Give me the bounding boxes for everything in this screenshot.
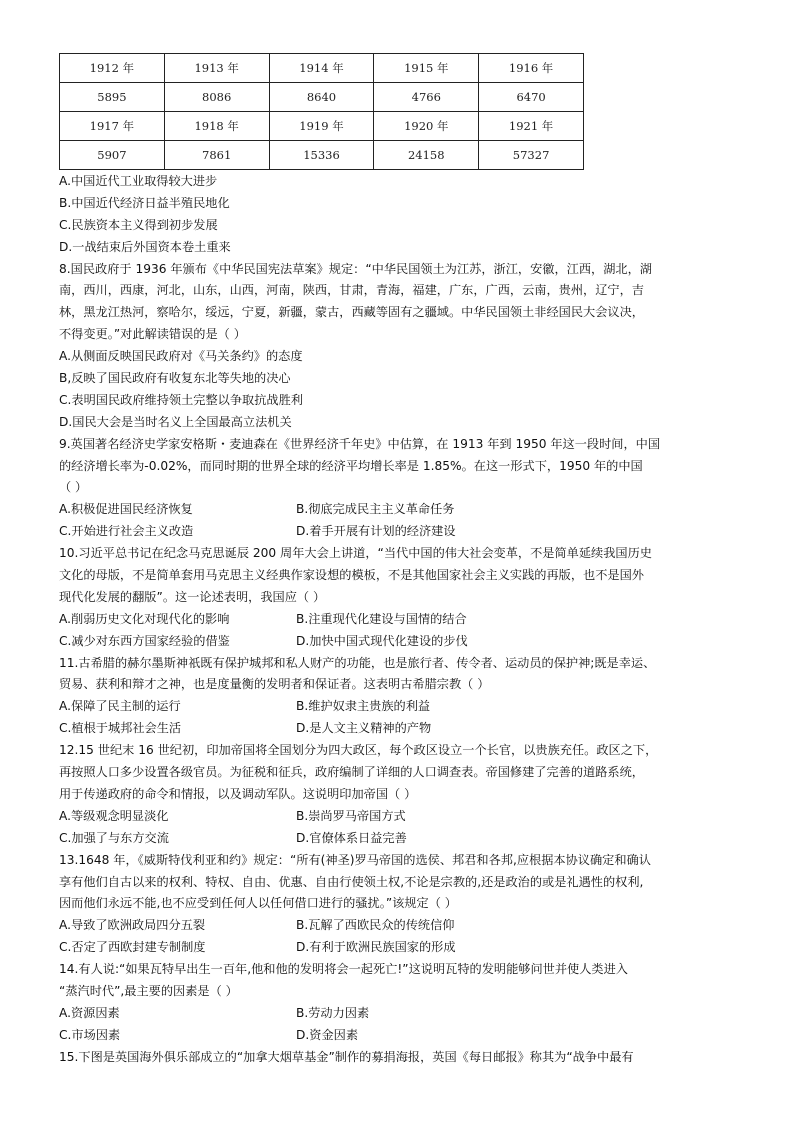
q14-option-d[interactable]: D.资金因素 (296, 1027, 359, 1042)
q12-option-row (59, 806, 739, 828)
table-cell: 1919 年 (269, 112, 374, 141)
q13-option-c[interactable]: C.否定了西欧封建专制制度 (59, 940, 206, 955)
q13-stem-line: 因而他们永远不能,也不应受到任何人以任何借口进行的骚扰。”该规定（ ） (59, 896, 457, 911)
table-cell: 1916 年 (479, 54, 584, 83)
q11-option-row (59, 696, 739, 718)
q8-option-d[interactable]: D.国民大会是当时名义上全国最高立法机关 (59, 414, 292, 429)
q12-stem-line: 12.15 世纪末 16 世纪初，印加帝国将全国划分为四大政区，每个政区设立一个长官，以贵族充任。政区之下， (59, 743, 658, 758)
q13-option-row (59, 937, 739, 959)
q11-option-b[interactable]: B.维护奴隶主贵族的利益 (296, 699, 431, 714)
q9-option-d[interactable]: D.着手开展有计划的经济建设 (296, 524, 456, 539)
q7-option-c[interactable]: C.民族资本主义得到初步发展 (59, 217, 218, 232)
q14-option-a[interactable]: A.资源因素 (59, 1005, 120, 1020)
q14-stem-line: “蒸汽时代”,最主要的因素是（ ） (59, 983, 238, 998)
q12-option-row (59, 828, 739, 850)
q8-stem-line: 不得变更。”对此解读错误的是（ ） (59, 327, 246, 342)
q14-option-c[interactable]: C.市场因素 (59, 1027, 121, 1042)
table-cell: 8086 (164, 83, 269, 112)
table-cell: 57327 (479, 141, 584, 170)
q13-stem-line: 13.1648 年，《威斯特伐利亚和约》规定：“所有(神圣)罗马帝国的选侯、邦君和各邦,应根据本协议确定和确认 (59, 852, 651, 867)
table-cell: 1913 年 (164, 54, 269, 83)
q12-stem-line: 再按照人口多少设置各级官员。为征税和征兵，政府编制了详细的人口调查表。帝国修建了完善的道路系统， (59, 765, 644, 780)
q10-option-c[interactable]: C.减少对东西方国家经验的借鉴 (59, 633, 230, 648)
table-cell: 5907 (60, 141, 165, 170)
q10-option-row (59, 631, 739, 653)
q11-stem-line: 11.古希腊的赫尔墨斯神祇既有保护城邦和私人财产的功能，也是旅行者、传令者、运动员的保护神;既是幸运、 (59, 655, 656, 670)
table-row (60, 141, 584, 170)
q12-option-b[interactable]: B.崇尚罗马帝国方式 (296, 808, 406, 823)
table-cell: 6470 (479, 83, 584, 112)
table-cell: 1912 年 (60, 54, 165, 83)
q9-option-a[interactable]: A.积极促进国民经济恢复 (59, 502, 193, 517)
table-cell: 8640 (269, 83, 374, 112)
q11-option-a[interactable]: A.保障了民主制的运行 (59, 699, 181, 714)
q11-stem-line: 贸易、获利和辩才之神，也是度量衡的发明者和保证者。这表明古希腊宗教（ ） (59, 677, 490, 692)
q7-option-b[interactable]: B.中国近代经济日益半殖民地化 (59, 195, 230, 210)
q7-option-d[interactable]: D.一战结束后外国资本卷土重来 (59, 239, 231, 254)
q15-stem-line: 15.下图是英国海外俱乐部成立的“加拿大烟草基金”制作的募捐海报，英国《每日邮报》称其为“战争中最有 (59, 1049, 634, 1064)
q14-option-row (59, 1025, 739, 1047)
q8-stem-line: 南，西川，西康，河北，山东，山西，河南，陕西，甘肃，青海，福建，广东，广西，云南，贵州，辽宁，吉 (59, 283, 644, 298)
q11-option-row (59, 718, 739, 740)
q11-option-c[interactable]: C.植根于城邦社会生活 (59, 721, 182, 736)
q13-stem-line: 享有他们自古以来的权利、特权、自由、优惠、自由行使领土权,不论是宗教的,还是政治的或是礼遇性的权利, (59, 874, 644, 889)
q8-option-b[interactable]: B,反映了国民政府有收复东北等失地的决心 (59, 371, 291, 386)
table-cell: 1921 年 (479, 112, 584, 141)
question-content (59, 171, 739, 1069)
q9-stem-line: （ ） (59, 480, 88, 495)
table-cell: 15336 (269, 141, 374, 170)
table-cell: 1914 年 (269, 54, 374, 83)
table-cell: 1915 年 (374, 54, 479, 83)
q14-option-row (59, 1003, 739, 1025)
q10-option-d[interactable]: D.加快中国式现代化建设的步伐 (296, 633, 468, 648)
q7-option-a[interactable]: A.中国近代工业取得较大进步 (59, 174, 218, 188)
q11-option-d[interactable]: D.是人文主义精神的产物 (296, 721, 432, 736)
q9-option-row (59, 521, 739, 543)
q8-option-c[interactable]: C.表明国民政府维持领土完整以争取抗战胜利 (59, 392, 303, 407)
table-cell: 4766 (374, 83, 479, 112)
q9-option-row (59, 499, 739, 521)
q9-option-c[interactable]: C.开始进行社会主义改造 (59, 524, 194, 539)
q14-option-b[interactable]: B.劳动力因素 (296, 1005, 370, 1020)
q12-option-c[interactable]: C.加强了与东方交流 (59, 830, 169, 845)
q14-stem-line: 14.有人说:“如果瓦特早出生一百年,他和他的发明将会一起死亡!”这说明瓦特的发明能够问世并使人类进入 (59, 962, 628, 977)
q12-stem-line: 用于传递政府的命令和情报，以及调动军队。这说明印加帝国（ ） (59, 786, 417, 801)
q13-option-a[interactable]: A.导致了欧洲政局四分五裂 (59, 918, 206, 933)
q9-option-b[interactable]: B.彻底完成民主主义革命任务 (296, 502, 455, 517)
q9-stem-line: 9.英国著名经济史学家安格斯・麦迪森在《世界经济千年史》中估算，在 1913 年到 1950 年这一段时间，中国 (59, 436, 661, 451)
q10-stem-line: 10.习近平总书记在纪念马克思诞辰 200 周年大会上讲道，“当代中国的伟大社会变革，不是简单延续我国历史 (59, 546, 652, 561)
q10-stem-line: 文化的母版，不是简单套用马克思主义经典作家设想的模板，不是其他国家社会主义实践的再版，也不是国外 (59, 568, 644, 583)
table-cell: 5895 (60, 83, 165, 112)
table-cell: 7861 (164, 141, 269, 170)
table-row (60, 54, 584, 83)
q8-stem-line: 8.国民政府于 1936 年颁布《中华民国宪法草案》规定：“中华民国领土为江苏，浙江，安徽，江西，湖北，湖 (59, 261, 652, 276)
q8-option-a[interactable]: A.从侧面反映国民政府对《马关条约》的态度 (59, 349, 303, 364)
table-cell: 1917 年 (60, 112, 165, 141)
table-cell: 1920 年 (374, 112, 479, 141)
q13-option-row (59, 915, 739, 937)
table-row (60, 83, 584, 112)
table-row (60, 112, 584, 141)
q10-option-a[interactable]: A.削弱历史文化对现代化的影响 (59, 611, 230, 626)
q9-stem-line: 的经济增长率为-0.02%，而同时期的世界全球的经济平均增长率是 1.85%。在这一形式下，1950 年的中国 (59, 458, 643, 473)
q10-option-b[interactable]: B.注重现代化建设与国情的结合 (296, 611, 467, 626)
q12-option-a[interactable]: A.等级观念明显淡化 (59, 808, 169, 823)
table-cell: 24158 (374, 141, 479, 170)
q8-stem-line: 林，黑龙江热河，察哈尔，绥远，宁夏，新疆，蒙古，西藏等固有之疆域。中华民国领土非经国民大会议决， (59, 305, 644, 320)
data-table (59, 53, 584, 170)
q13-option-d[interactable]: D.有利于欧洲民族国家的形成 (296, 940, 456, 955)
q10-option-row (59, 609, 739, 631)
table-cell: 1918 年 (164, 112, 269, 141)
q13-option-b[interactable]: B.瓦解了西欧民众的传统信仰 (296, 918, 455, 933)
q10-stem-line: 现代化发展的翻版”。这一论述表明，我国应（ ） (59, 589, 326, 604)
q12-option-d[interactable]: D.官僚体系日益完善 (296, 830, 407, 845)
